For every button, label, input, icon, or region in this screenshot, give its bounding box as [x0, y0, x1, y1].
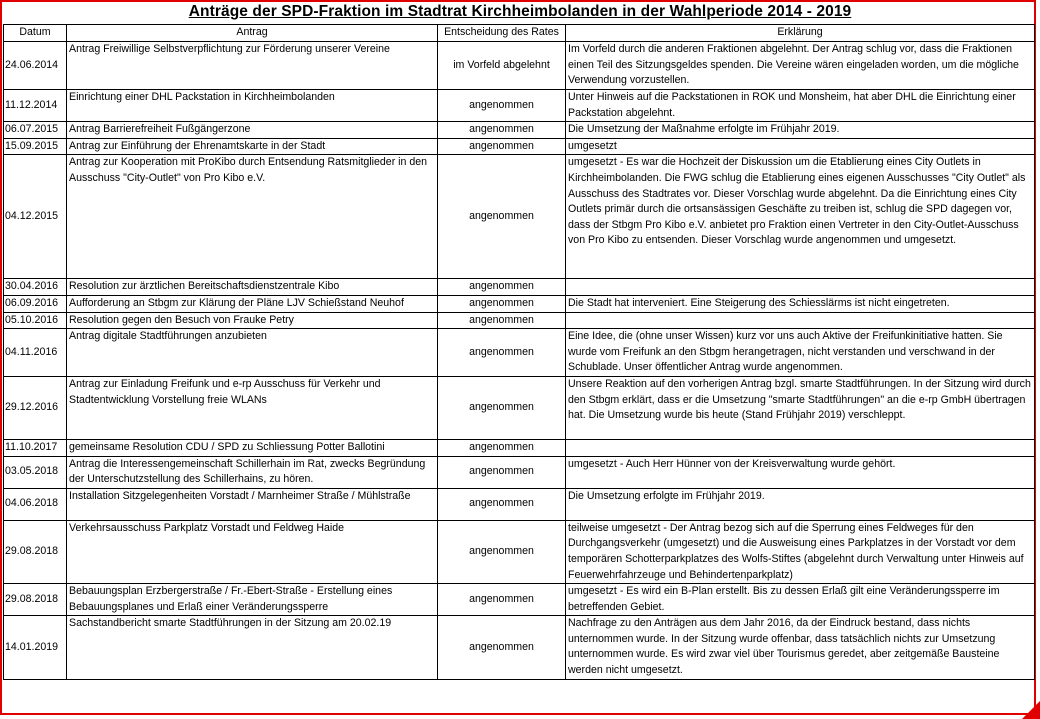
table-row	[4, 138, 1035, 155]
decision-cell: angenommen	[438, 616, 566, 679]
table-row	[4, 312, 1035, 329]
date-cell: 11.12.2014	[4, 90, 67, 122]
request-cell: Antrag zur Einführung der Ehrenamtskarte in der Stadt	[67, 138, 438, 155]
request-cell: Antrag Freiwillige Selbstverpflichtung zur Förderung unserer Vereine	[67, 42, 438, 90]
corner-marker	[1022, 701, 1040, 719]
table-row	[4, 520, 1035, 583]
explanation-cell: umgesetzt	[566, 138, 1035, 155]
header-row	[4, 25, 1035, 42]
date-cell: 24.06.2014	[4, 42, 67, 90]
decision-cell: angenommen	[438, 312, 566, 329]
explanation-cell: umgesetzt - Es wird ein B-Plan erstellt. Bis zu dessen Erlaß gilt eine Veränderungssperre im betreffenden Gebiet.	[566, 584, 1035, 616]
request-cell: Antrag digitale Stadtführungen anzubieten	[67, 329, 438, 377]
request-cell: Verkehrsausschuss Parkplatz Vorstadt und Feldweg Haide	[67, 520, 438, 583]
decision-cell: angenommen	[438, 439, 566, 456]
decision-cell: angenommen	[438, 456, 566, 488]
date-cell: 29.08.2018	[4, 584, 67, 616]
table-row	[4, 122, 1035, 139]
table-row	[4, 584, 1035, 616]
date-cell: 06.07.2015	[4, 122, 67, 139]
date-cell: 03.05.2018	[4, 456, 67, 488]
table-row	[4, 439, 1035, 456]
explanation-cell: teilweise umgesetzt - Der Antrag bezog sich auf die Sperrung eines Feldweges für den Durchgangsverkehr (umgesetzt) und die Ausweisung eines Parkplatzes in der Vorstadt vor dem temporären Schotterparkplatzes des Wolfs-Stiftes (abgelehnt durch Verwaltung unter Hinweis auf Feuerwehrfahrzeuge und Behindertenparkplatz)	[566, 520, 1035, 583]
decision-cell: angenommen	[438, 90, 566, 122]
explanation-cell	[566, 439, 1035, 456]
explanation-cell	[566, 312, 1035, 329]
date-cell: 11.10.2017	[4, 439, 67, 456]
decision-cell: angenommen	[438, 122, 566, 139]
explanation-cell: umgesetzt - Es war die Hochzeit der Diskussion um die Etablierung eines City Outlets in Kirchheimbolanden. Die FWG schlug die Etablierung eines eigenen Ausschusses "City Outlet" als Ausschuss des Stadtrates vor. Dieser Vorschlag wurde abgelehnt. Da die Einrichtung eines City Outlets primär durch die ortsansässigen Geschäfte zu treiben ist, schlug die SPD dagegen vor, dass der Stbgm Pro Kibo e.V. anbietet pro Fraktion einen Vertreter in den City-Outlet-Ausschuss von Pro Kibo zu entsenden. Dieser Vorschlag wurde angenommen und umgesetzt.	[566, 155, 1035, 279]
column-header-request: Antrag	[67, 25, 438, 42]
column-header-explanation: Erklärung	[566, 25, 1035, 42]
date-cell: 05.10.2016	[4, 312, 67, 329]
explanation-cell: Unter Hinweis auf die Packstationen in ROK und Monsheim, hat aber DHL die Einrichtung einer Packstation abgelehnt.	[566, 90, 1035, 122]
request-cell: Installation Sitzgelegenheiten Vorstadt / Marnheimer Straße / Mühlstraße	[67, 488, 438, 520]
request-cell: Aufforderung an Stbgm zur Klärung der Pläne LJV Schießstand Neuhof	[67, 295, 438, 312]
decision-cell: angenommen	[438, 520, 566, 583]
request-cell: gemeinsame Resolution CDU / SPD zu Schliessung Potter Ballotini	[67, 439, 438, 456]
date-cell: 29.12.2016	[4, 376, 67, 439]
explanation-cell: Die Umsetzung erfolgte im Frühjahr 2019.	[566, 488, 1035, 520]
explanation-cell: Nachfrage zu den Anträgen aus dem Jahr 2016, da der Eindruck bestand, dass nichts unternommen wurde. In der Sitzung wurde offenbar, dass tatsächlich nichts zur Umsetzung unternommen wurde. Es wird zwar viel über Tourismus geredet, aber zeitgemäße Bausteine werden nicht umgesetzt.	[566, 616, 1035, 679]
explanation-cell: Die Stadt hat interveniert. Eine Steigerung des Schiesslärms ist nicht eingetreten.	[566, 295, 1035, 312]
date-cell: 04.12.2015	[4, 155, 67, 279]
decision-cell: angenommen	[438, 376, 566, 439]
request-cell: Bebauungsplan Erzbergerstraße / Fr.-Ebert-Straße - Erstellung eines Bebauungsplanes und Erlaß einer Veränderungssperre	[67, 584, 438, 616]
column-header-decision: Entscheidung des Rates	[438, 25, 566, 42]
decision-cell: angenommen	[438, 295, 566, 312]
table-row	[4, 376, 1035, 439]
explanation-cell: Unsere Reaktion auf den vorherigen Antrag bzgl. smarte Stadtführungen. In der Sitzung wird durch den Stbgm erklärt, dass er die Umsetzung "smarte Stadtführungen" an die e-rp GmbH übertragen hat. Die Umsetzung wurde bis heute (Stand Frühjahr 2019) verschleppt.	[566, 376, 1035, 439]
table-row	[4, 155, 1035, 279]
table-row	[4, 456, 1035, 488]
table-row	[4, 488, 1035, 520]
table-row	[4, 90, 1035, 122]
table-row	[4, 42, 1035, 90]
decision-cell: angenommen	[438, 488, 566, 520]
explanation-cell: Im Vorfeld durch die anderen Fraktionen abgelehnt. Der Antrag schlug vor, dass die Fraktionen einen Teil des Sitzungsgeldes spenden. Die Vereine wären eingeladen worden, um die mögliche Verwendung vorzustellen.	[566, 42, 1035, 90]
explanation-cell: umgesetzt - Auch Herr Hünner von der Kreisverwaltung wurde gehört.	[566, 456, 1035, 488]
date-cell: 06.09.2016	[4, 295, 67, 312]
date-cell: 30.04.2016	[4, 279, 67, 296]
table-row	[4, 279, 1035, 296]
table-row	[4, 616, 1035, 679]
request-cell: Einrichtung einer DHL Packstation in Kirchheimbolanden	[67, 90, 438, 122]
date-cell: 15.09.2015	[4, 138, 67, 155]
request-cell: Antrag Barrierefreiheit Fußgängerzone	[67, 122, 438, 139]
request-cell: Antrag zur Kooperation mit ProKibo durch Entsendung Ratsmitglieder in den Ausschuss "City-Outlet" von Pro Kibo e.V.	[67, 155, 438, 279]
decision-cell: angenommen	[438, 155, 566, 279]
request-cell: Resolution zur ärztlichen Bereitschaftsdienstzentrale Kibo	[67, 279, 438, 296]
date-cell: 14.01.2019	[4, 616, 67, 679]
decision-cell: angenommen	[438, 584, 566, 616]
date-cell: 29.08.2018	[4, 520, 67, 583]
explanation-cell: Eine Idee, die (ohne unser Wissen) kurz vor uns auch Aktive der Freifunkinitiative hatten. Sie wurde vom Freifunk an den Stbgm herangetragen, nicht verstanden und verschwand in der Schublade. Unser öffentlicher Antrag wurde angenommen.	[566, 329, 1035, 377]
decision-cell: angenommen	[438, 138, 566, 155]
decision-cell: angenommen	[438, 329, 566, 377]
request-cell: Antrag die Interessengemeinschaft Schillerhain im Rat, zwecks Begründung der Unterschutzstellung des Schillerhains, zu hören.	[67, 456, 438, 488]
date-cell: 04.11.2016	[4, 329, 67, 377]
explanation-cell: Die Umsetzung der Maßnahme erfolgte im Frühjahr 2019.	[566, 122, 1035, 139]
request-cell: Resolution gegen den Besuch von Frauke Petry	[67, 312, 438, 329]
date-cell: 04.06.2018	[4, 488, 67, 520]
table-row	[4, 329, 1035, 377]
decision-cell: angenommen	[438, 279, 566, 296]
explanation-cell	[566, 279, 1035, 296]
motions-table	[3, 24, 1035, 680]
table-row	[4, 295, 1035, 312]
decision-cell: im Vorfeld abgelehnt	[438, 42, 566, 90]
request-cell: Sachstandbericht smarte Stadtführungen in der Sitzung am 20.02.19	[67, 616, 438, 679]
request-cell: Antrag zur Einladung Freifunk und e-rp Ausschuss für Verkehr und Stadtentwicklung Vorstellung freie WLANs	[67, 376, 438, 439]
page-title: Anträge der SPD-Fraktion im Stadtrat Kirchheimbolanden in der Wahlperiode 2014 - 2019	[188, 3, 852, 20]
column-header-date: Datum	[4, 25, 67, 42]
